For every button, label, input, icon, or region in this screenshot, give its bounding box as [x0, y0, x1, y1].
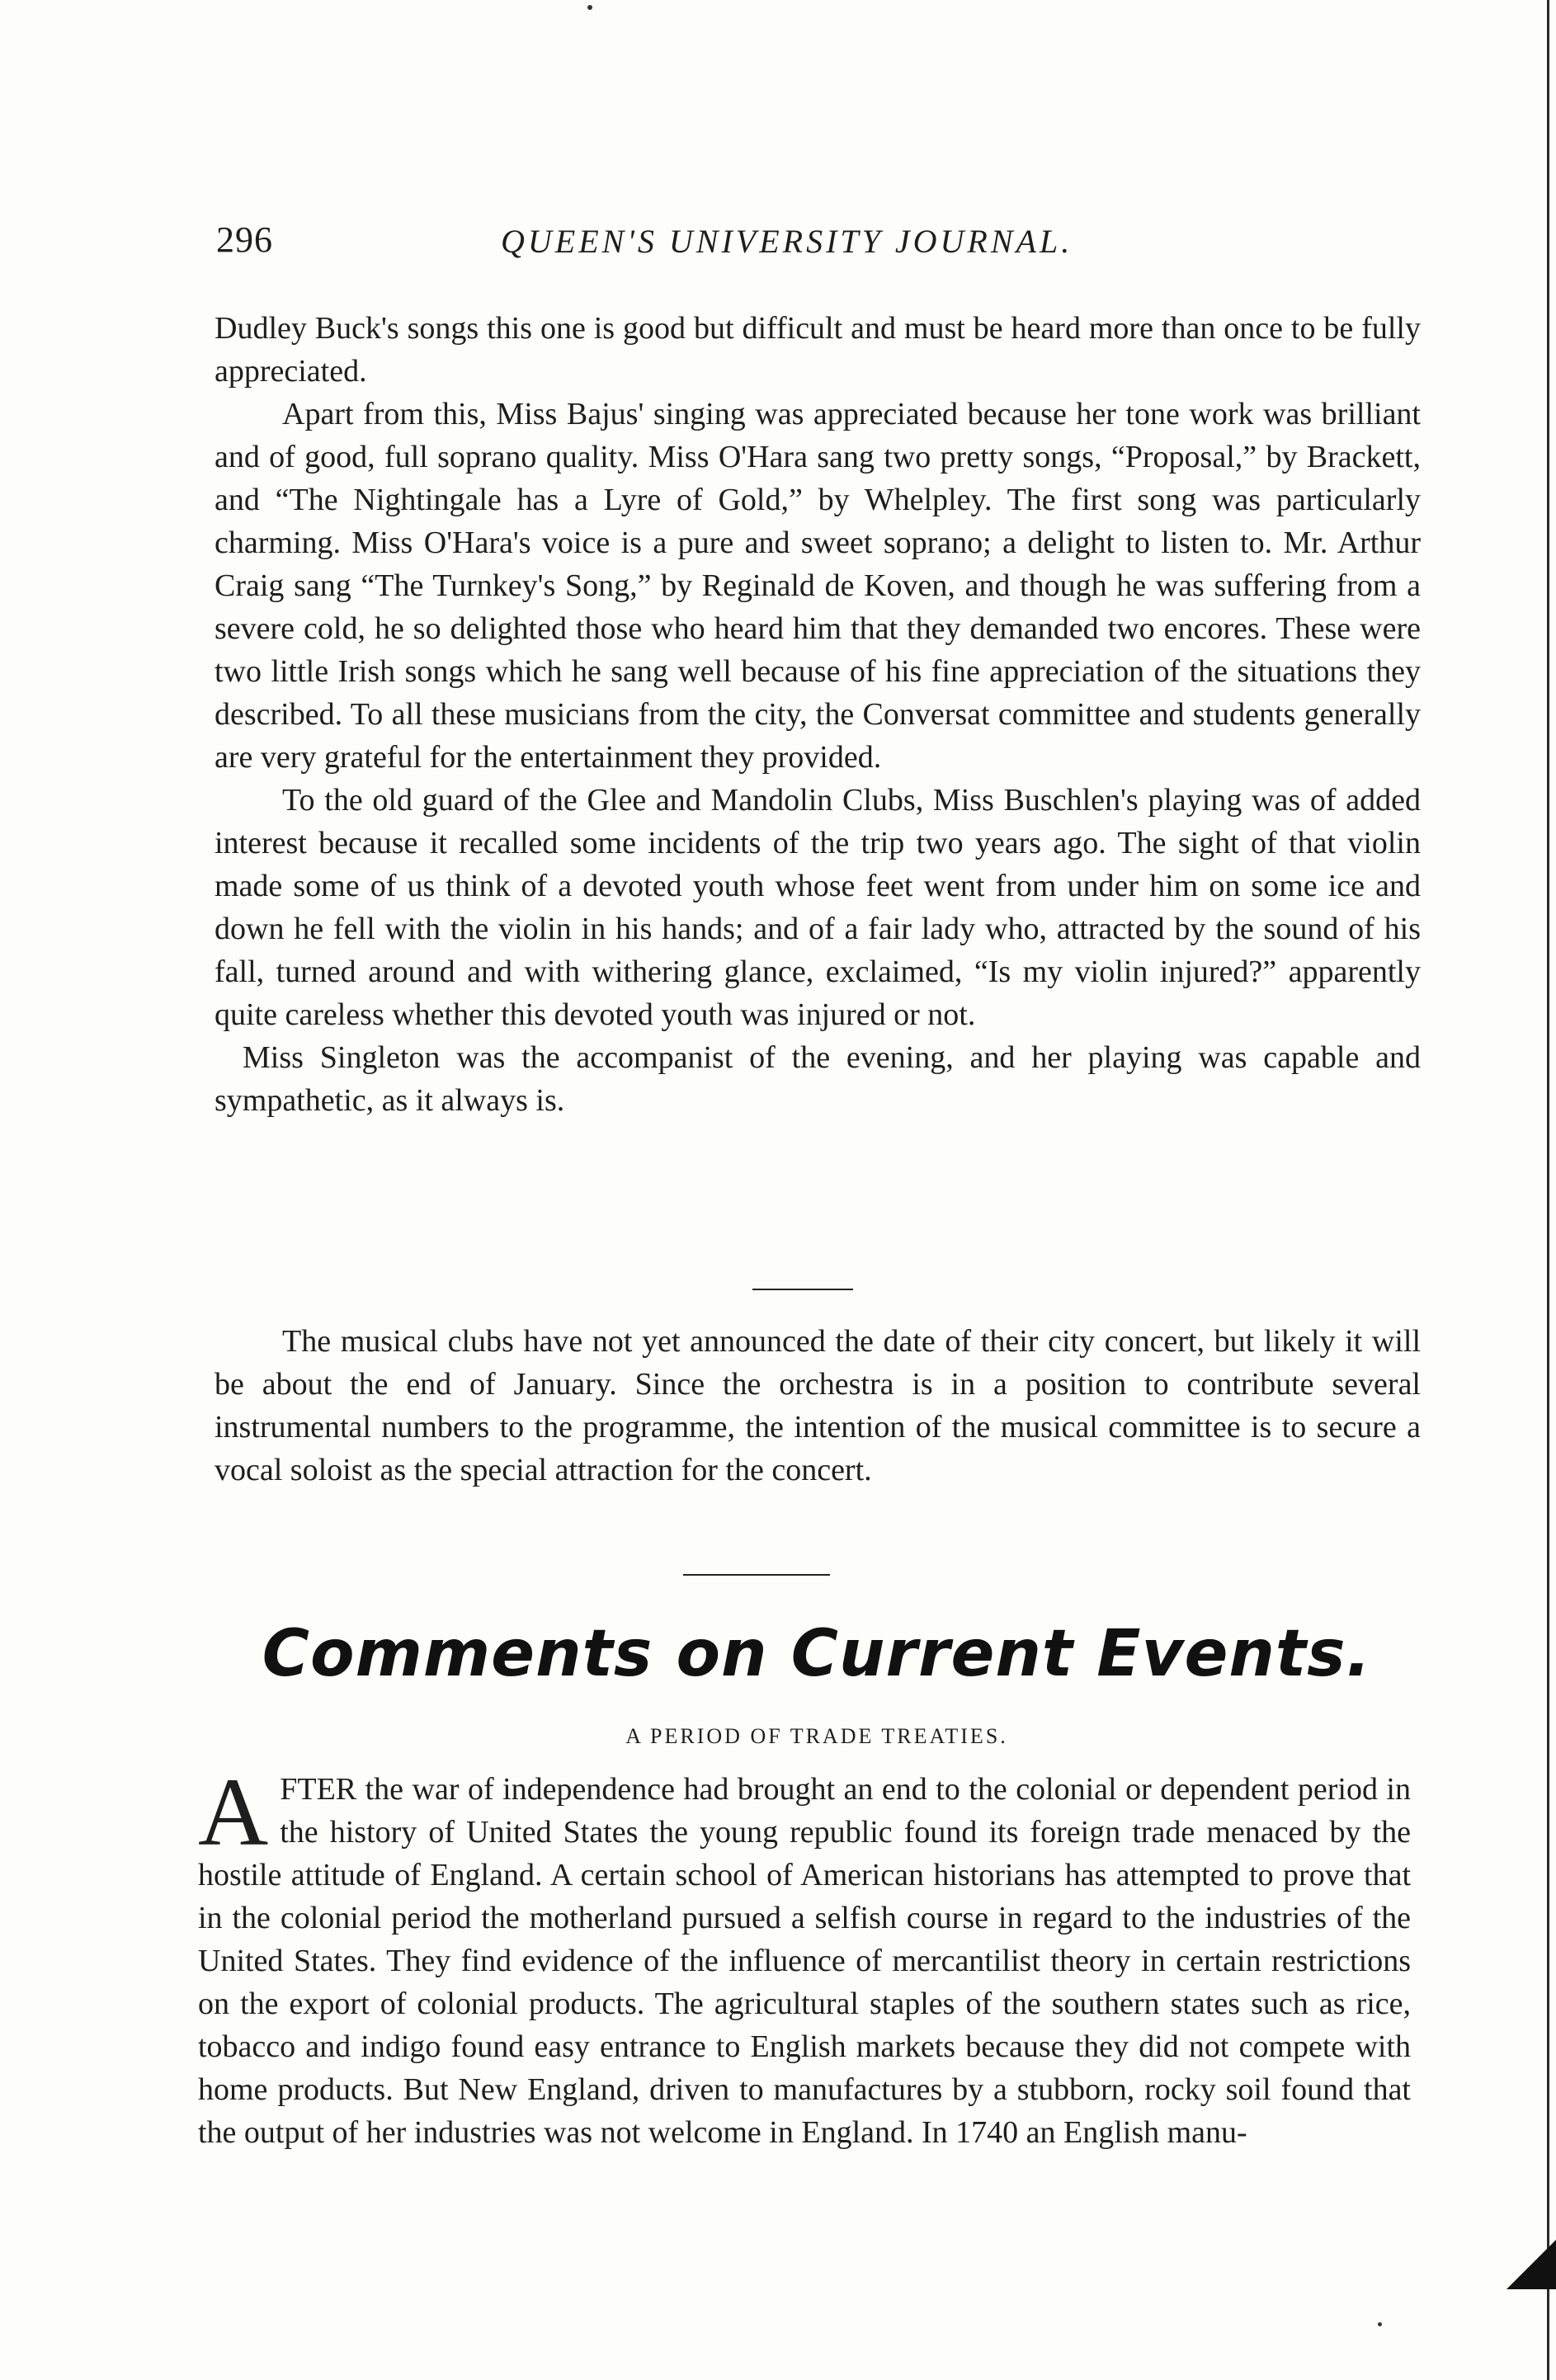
page-corner-shadow — [1506, 2240, 1556, 2289]
section-divider — [683, 1574, 830, 1576]
paragraph: FTER the war of independence had brought an end to the colonial or dependent period in the history of United States the young republic found its foreign trade menaced by the hostile attitude of England. A certain school of American historians has attempted to prove that in the colonial period the motherland pursued a selfish course in regard to the industries of the United States. They find evidence of the influence of mercantilist theory in certain restrictions on the export of colonial products. The agricultural staples of the southern states such as rice, tobacco and indigo found easy entrance to English markets because they did not compete with home products. But New England, driven to manufactures by a stubborn, rocky soil found that the output of her industries was not welcome in England. In 1740 an English manu- — [198, 1772, 1411, 2150]
ink-speck — [1378, 2322, 1382, 2326]
trade-treaties-article — [198, 1758, 1411, 2154]
paragraph: The musical clubs have not yet announced the date of their city concert, but likely it will be about the end of January. Since the orchestra is in a position to contribute several instrumental numbers to the programme, the intention of the musical committee is to secure a vocal soloist as the special attraction for the concert. — [215, 1324, 1421, 1487]
ink-speck — [587, 5, 592, 10]
musical-clubs-note — [215, 1320, 1421, 1492]
page-edge-line — [1547, 0, 1549, 2380]
paragraph: Miss Singleton was the accompanist of the evening, and her playing was capable and sympathetic, as it always is. — [215, 1040, 1421, 1118]
page-number: 296 — [216, 219, 273, 260]
paragraph: Apart from this, Miss Bajus' singing was appreciated because her tone work was brilliant and of good, full soprano quality. Miss O'Hara sang two pretty songs, “Proposal,” by Brackett, and “The Nightingale has a Lyre of Gold,” by Whelpley. The first song was particularly charming. Miss O'Hara's voice is a pure and sweet soprano; a delight to listen to. Mr. Arthur Craig sang “The Turnkey's Song,” by Reginald de Koven, and though he was suffering from a severe cold, he so delighted those who heard him that they demanded two encores. These were two little Irish songs which he sang well because of his fine appreciation of the situations they described. To all these musicians from the city, the Conversat committee and students generally are very grateful for the entertainment they provided. — [215, 397, 1421, 775]
running-title: QUEEN'S UNIVERSITY JOURNAL. — [501, 223, 1073, 260]
section-divider — [752, 1289, 853, 1290]
article-subheading: A PERIOD OF TRADE TREATIES. — [625, 1724, 1008, 1748]
drop-cap: A — [198, 1758, 269, 1866]
page-header — [216, 219, 1421, 268]
concert-review-text — [215, 307, 1421, 1122]
section-title: Comments on Current Events. — [262, 1617, 1372, 1691]
paragraph: To the old guard of the Glee and Mandolin Clubs, Miss Buschlen's playing was of added interest because it recalled some incidents of the trip two years ago. The sight of that violin made some of us think of a devoted youth whose feet went from under him on some ice and down he fell with the violin in his hands; and of a fair lady who, attracted by the sound of his fall, turned around and with withering glance, exclaimed, “Is my violin injured?” apparently quite careless whether this devoted youth was injured or not. — [215, 783, 1421, 1032]
paragraph: Dudley Buck's songs this one is good but difficult and must be heard more than once to be fully appreciated. — [215, 311, 1421, 389]
